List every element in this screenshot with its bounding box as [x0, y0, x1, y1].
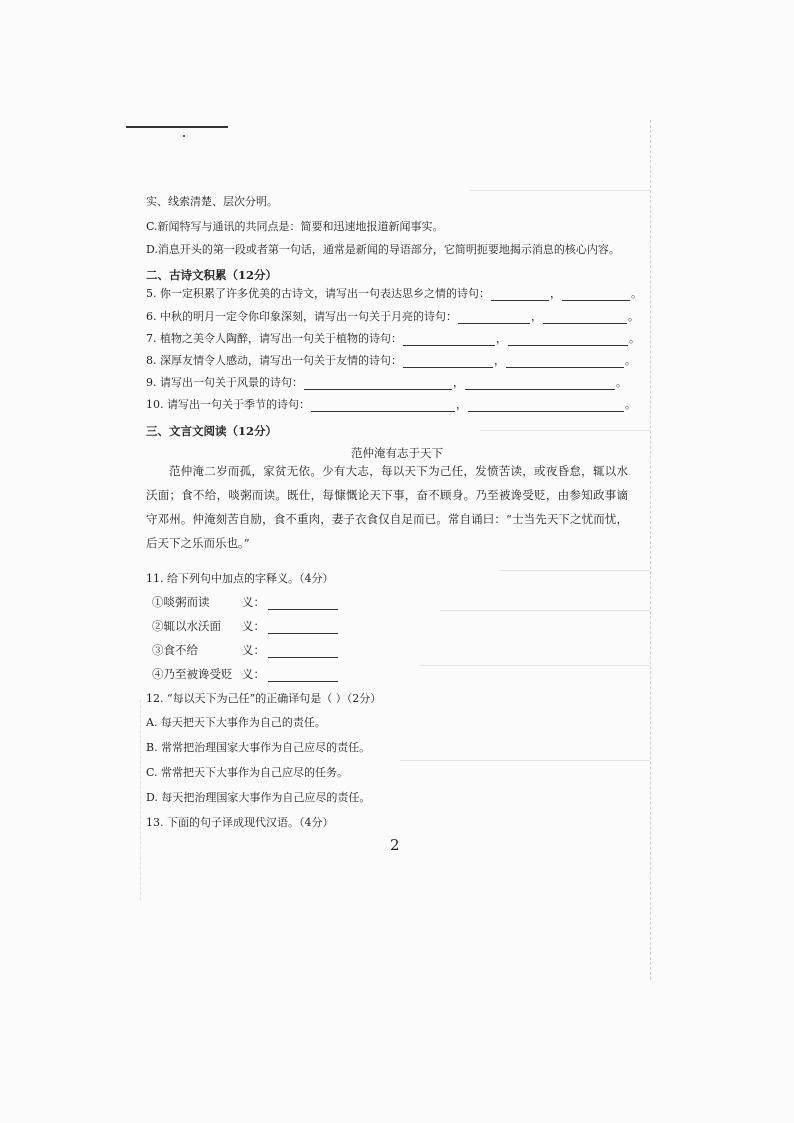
- definition-blank[interactable]: [268, 623, 338, 634]
- answer-blank[interactable]: [491, 290, 549, 301]
- definition-row: [152, 666, 339, 682]
- answer-blank[interactable]: [304, 379, 452, 390]
- comma: ，: [496, 332, 507, 345]
- question-text: 9. 请写出一句关于风景的诗句：: [146, 376, 303, 389]
- question-13-stem: 13. 下面的句子译成现代汉语。（4分）: [146, 816, 334, 829]
- definition-label: 义：: [242, 619, 265, 633]
- passage-title: 范仲淹有志于天下: [351, 446, 443, 460]
- definition-blank[interactable]: [268, 671, 338, 682]
- question-10: [146, 398, 636, 412]
- definition-label: 义：: [242, 667, 265, 681]
- answer-blank[interactable]: [311, 401, 455, 412]
- answer-blank[interactable]: [465, 379, 615, 390]
- bleed-mark: [440, 610, 650, 611]
- option-b: B. 常常把治理国家大事作为自己应尽的责任。: [146, 741, 371, 754]
- definition-term: ④乃至被谗受贬: [152, 667, 233, 681]
- page-number: 2: [390, 836, 400, 854]
- section-heading-poetry: 二、古诗文积累（12分）: [146, 268, 278, 282]
- comma: ，: [531, 310, 542, 323]
- definition-label: 义：: [242, 643, 265, 657]
- definition-blank[interactable]: [268, 599, 338, 610]
- question-7: [146, 332, 640, 346]
- question-text: 8. 深厚友情令人感动，请写出一句关于友情的诗句：: [146, 354, 402, 367]
- option-c: C.新闻特写与通讯的共同点是：简要和迅速地报道新闻事实。: [146, 220, 444, 233]
- comma: ，: [453, 376, 464, 389]
- answer-blank[interactable]: [403, 335, 495, 346]
- bleed-mark: [420, 665, 650, 666]
- period: 。: [616, 376, 627, 389]
- question-6: [146, 310, 639, 324]
- answer-blank[interactable]: [508, 335, 628, 346]
- answer-blank[interactable]: [562, 290, 630, 301]
- period: 。: [631, 287, 642, 300]
- definition-label: 义：: [242, 595, 265, 609]
- question-5: [146, 287, 642, 301]
- definition-blank[interactable]: [268, 647, 338, 658]
- period: 。: [625, 354, 636, 367]
- option-a: A. 每天把天下大事作为自己的责任。: [146, 716, 326, 729]
- answer-blank[interactable]: [403, 357, 493, 368]
- question-11-stem: 11. 给下列句中加点的字释义。（4分）: [146, 572, 334, 585]
- comma: ，: [456, 398, 467, 411]
- bleed-mark: [500, 570, 650, 571]
- definition-term: ③食不给: [152, 643, 198, 657]
- question-text: 10. 请写出一句关于季节的诗句：: [146, 398, 310, 411]
- option-d: D.消息开头的第一段或者第一句话，通常是新闻的导语部分，它简明扼要地揭示消息的核心内容。: [146, 243, 620, 256]
- answer-blank[interactable]: [458, 313, 530, 324]
- question-text: 6. 中秋的明月一定令你印象深刻，请写出一句关于月亮的诗句：: [146, 310, 457, 323]
- bleed-mark: [480, 430, 650, 431]
- question-9: [146, 376, 627, 390]
- definition-row: [152, 642, 339, 658]
- period: 。: [629, 332, 640, 345]
- definition-row: [152, 618, 339, 634]
- option-d: D. 每天把治理国家大事作为自己应尽的责任。: [146, 791, 371, 804]
- comma: ，: [494, 354, 505, 367]
- speck: [183, 135, 185, 137]
- answer-blank[interactable]: [506, 357, 624, 368]
- question-12-stem: 12. “每以天下为己任”的正确译句是（ ）（2分）: [146, 692, 382, 705]
- comma: ，: [550, 287, 561, 300]
- question-8: [146, 354, 636, 368]
- passage-text: 范仲淹二岁而孤，家贫无依。少有大志，每以天下为己任，发愤苦读，或夜昏怠，辄以水沃面；食不给，啖粥而读。既仕，每慷慨论天下事，奋不顾身。乃至被谗受贬，由参知政事谪守邓州。仲淹刻苦自励，食不重肉，妻子衣食仅自足而已。常自诵曰：“士当先天下之忧而忧，后天下之乐而乐也。”: [146, 464, 628, 550]
- bleed-mark: [400, 760, 650, 761]
- answer-blank[interactable]: [468, 401, 624, 412]
- section-heading-classical: 三、文言文阅读（12分）: [146, 424, 278, 438]
- option-line: 实、线索清楚、层次分明。: [146, 195, 278, 208]
- definition-term: ②辄以水沃面: [152, 619, 221, 633]
- period: 。: [625, 398, 636, 411]
- bleed-mark: [470, 190, 650, 191]
- definition-term: ①啖粥而读: [152, 595, 210, 609]
- option-c: C. 常常把天下大事作为自己应尽的任务。: [146, 766, 349, 779]
- question-text: 7. 植物之美令人陶醉，请写出一句关于植物的诗句：: [146, 332, 402, 345]
- period: 。: [628, 310, 639, 323]
- answer-blank[interactable]: [543, 313, 627, 324]
- header-rule: [126, 126, 228, 128]
- bleed-through-edge-left: [140, 700, 142, 900]
- definition-row: [152, 594, 339, 610]
- bleed-through-edge: [650, 120, 652, 980]
- question-text: 5. 你一定积累了许多优美的古诗文，请写出一句表达思乡之情的诗句：: [146, 287, 490, 300]
